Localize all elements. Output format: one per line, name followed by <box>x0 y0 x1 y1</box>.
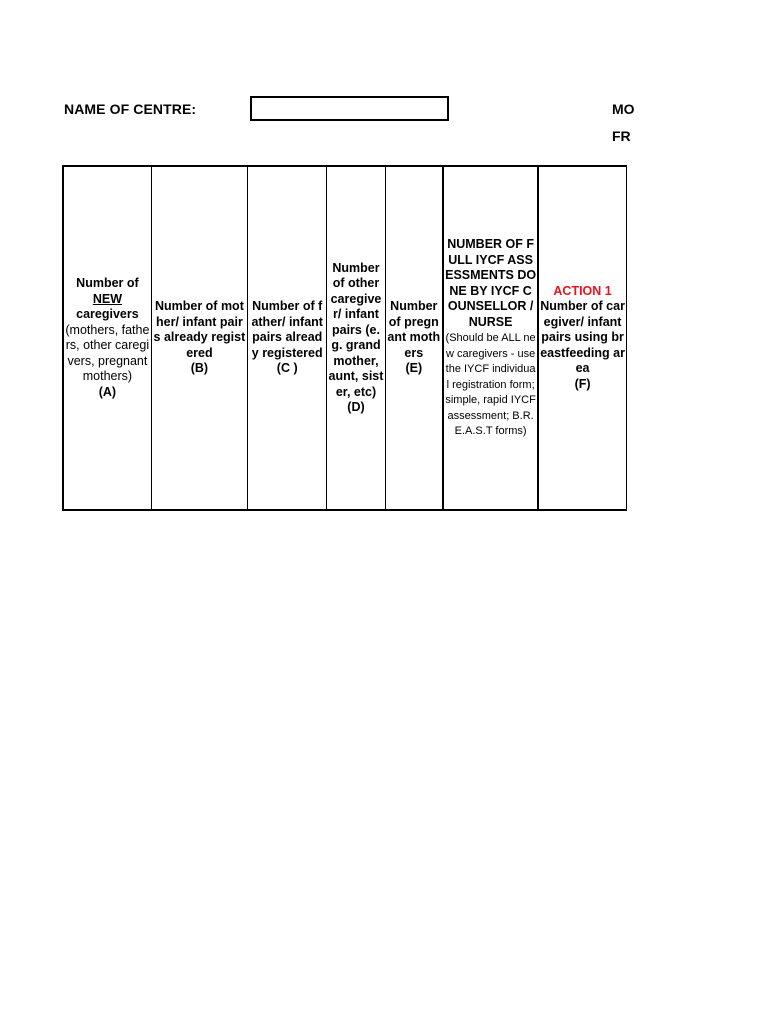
column-a-detail: (mothers, fathers, other caregivers, pregnant mothers) <box>65 322 150 383</box>
action-1-label: ACTION 1 <box>553 283 612 298</box>
counts-table <box>62 165 627 511</box>
column-a-line2: caregivers <box>76 307 139 321</box>
column-c-text: Number of father/ infant pairs already registered <box>251 299 323 360</box>
column-c-code: (C ) <box>276 361 298 376</box>
column-d-code: (D) <box>347 400 365 414</box>
column-f-note: (Should be ALL new caregivers - use the IYCF individual registration form; simple, rapid IYCF assessment; B.R.E.A.S.T forms) <box>445 332 536 438</box>
cut-off-header-line1: MO <box>612 101 635 117</box>
column-e-code: (E) <box>405 361 423 376</box>
column-b-code: (B) <box>190 361 209 376</box>
table-header-row <box>63 166 627 510</box>
column-d-header <box>327 166 385 510</box>
column-a-code: (A) <box>98 384 117 399</box>
column-f-header <box>443 166 538 510</box>
column-f-text: NUMBER OF FULL IYCF ASSESSMENTS DONE BY IYCF COUNSELLOR / NURSE <box>445 237 537 329</box>
column-g-text: Number of caregiver/ infant pairs using breastfeeding area <box>540 299 625 376</box>
column-a-header <box>63 166 151 510</box>
centre-name-field[interactable] <box>250 96 449 121</box>
column-e-text: Number of pregnant mothers <box>387 299 441 360</box>
centre-name-label: NAME OF CENTRE: <box>64 101 197 117</box>
column-g-code: (F) <box>574 376 591 391</box>
column-a-line1: Number of <box>76 276 139 290</box>
column-a-new: NEW <box>92 291 122 306</box>
column-g-header <box>538 166 626 510</box>
cut-off-header-line2: FR <box>612 128 631 144</box>
column-c-header <box>247 166 326 510</box>
column-b-text: Number of mother/ infant pairs already registered <box>153 299 246 360</box>
column-e-header <box>385 166 443 510</box>
column-d-text: Number of other caregiver/ infant pairs (e.g. grandmother, aunt, sister, etc) <box>328 260 384 399</box>
column-b-header <box>151 166 247 510</box>
